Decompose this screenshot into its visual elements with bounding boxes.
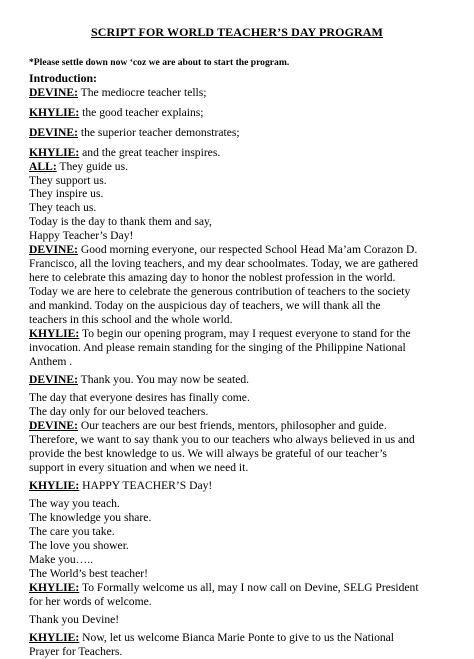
line-text: Anthem . bbox=[29, 355, 73, 368]
line-text: Happy Teacher’s Day! bbox=[29, 229, 134, 242]
script-line bbox=[29, 461, 459, 475]
document-title: SCRIPT FOR WORLD TEACHER’S DAY PROGRAM bbox=[91, 25, 383, 39]
script-line bbox=[29, 106, 459, 120]
line-text: They teach us. bbox=[29, 201, 97, 214]
line-text: The mediocre teacher tells; bbox=[77, 86, 207, 99]
line-text: the good teacher explains; bbox=[79, 106, 204, 119]
line-text: Our teachers are our best friends, mentors, philosopher and guide. bbox=[77, 419, 387, 432]
line-text: Thank you. You may now be seated. bbox=[77, 373, 250, 386]
line-text: The day only for our beloved teachers. bbox=[29, 405, 209, 418]
script-line bbox=[29, 86, 459, 100]
script-line bbox=[29, 391, 459, 405]
line-text: Good morning everyone, our respected School Head Ma’am Corazon D. bbox=[77, 243, 418, 256]
line-text: The love you shower. bbox=[29, 539, 129, 552]
line-text: The World’s best teacher! bbox=[29, 567, 148, 580]
speaker-label: ALL: bbox=[29, 160, 57, 173]
line-text: HAPPY TEACHER’S Day! bbox=[79, 479, 213, 492]
line-text: invocation. And please remain standing for the singing of the Philippine National bbox=[29, 341, 406, 354]
speaker-label: KHYLIE: bbox=[29, 631, 80, 644]
line-text: To Formally welcome us all, may I now call on Devine, SELG President bbox=[79, 581, 419, 594]
script-line bbox=[29, 327, 459, 341]
script-line bbox=[29, 447, 459, 461]
script-line bbox=[29, 595, 459, 609]
script-line bbox=[29, 201, 459, 215]
script-line bbox=[29, 405, 459, 419]
script-line bbox=[29, 174, 459, 188]
line-text: Today is the day to thank them and say, bbox=[29, 215, 212, 228]
line-text: They support us. bbox=[29, 174, 107, 187]
script-line bbox=[29, 373, 459, 387]
line-text: Now, let us welcome Bianca Marie Ponte to give to us the National bbox=[79, 631, 395, 644]
script-line bbox=[29, 257, 459, 271]
line-text: here to celebrate this amazing day to honor the noblest profession in the world. bbox=[29, 271, 396, 284]
script-line bbox=[29, 581, 459, 595]
line-text: teachers in this school and the whole world. bbox=[29, 313, 233, 326]
script-line bbox=[29, 229, 459, 243]
speaker-label: KHYLIE: bbox=[29, 106, 80, 119]
line-text: Make you….. bbox=[29, 553, 94, 566]
line-text: Today we are here to celebrate the generous contribution of teachers to the society bbox=[29, 285, 411, 298]
script-line bbox=[29, 613, 459, 627]
line-text: To begin our opening program, may I request everyone to stand for the bbox=[79, 327, 411, 340]
line-text: The knowledge you share. bbox=[29, 511, 152, 524]
speaker-label: DEVINE: bbox=[29, 419, 78, 432]
script-line bbox=[29, 511, 459, 525]
line-text: and the great teacher inspires. bbox=[79, 146, 221, 159]
line-text: Therefore, we want to say thank you to our teachers who always believed in us and bbox=[29, 433, 415, 446]
script-line bbox=[29, 187, 459, 201]
line-text: Prayer for Teachers. bbox=[29, 645, 123, 658]
script-line bbox=[29, 299, 459, 313]
script-line bbox=[29, 645, 459, 659]
script-line bbox=[29, 355, 459, 369]
script-line bbox=[29, 525, 459, 539]
script-line bbox=[29, 160, 459, 174]
line-text: The care you take. bbox=[29, 525, 115, 538]
speaker-label: KHYLIE: bbox=[29, 581, 80, 594]
introduction-heading: Introduction: bbox=[29, 71, 97, 85]
line-text: They guide us. bbox=[56, 160, 128, 173]
speaker-label: DEVINE: bbox=[29, 243, 78, 256]
speaker-label: KHYLIE: bbox=[29, 327, 80, 340]
line-text: They inspire us. bbox=[29, 187, 104, 200]
script-line bbox=[29, 313, 459, 327]
script-line bbox=[29, 341, 459, 355]
script-line bbox=[29, 146, 459, 160]
line-text: the superior teacher demonstrates; bbox=[77, 126, 240, 139]
script-line bbox=[29, 419, 459, 433]
script-line bbox=[29, 567, 459, 581]
line-text: for her words of welcome. bbox=[29, 595, 152, 608]
script-line bbox=[29, 497, 459, 511]
script-line bbox=[29, 285, 459, 299]
line-text: support in every situation and when we need it. bbox=[29, 461, 249, 474]
line-text: provide the best knowledge to us. We will always be grateful of our teacher’s bbox=[29, 447, 387, 460]
line-text: Thank you Devine! bbox=[29, 613, 120, 626]
script-line bbox=[29, 539, 459, 553]
line-text: The way you teach. bbox=[29, 497, 120, 510]
script-line bbox=[29, 479, 459, 493]
line-text: Francisco, all the loving teachers, and my dear schoolmates. Today, we are gathered bbox=[29, 257, 419, 270]
script-line bbox=[29, 433, 459, 447]
speaker-label: KHYLIE: bbox=[29, 479, 80, 492]
settle-note: *Please settle down now ‘coz we are about to start the program. bbox=[29, 57, 290, 68]
script-line bbox=[29, 631, 459, 645]
script-line bbox=[29, 215, 459, 229]
speaker-label: KHYLIE: bbox=[29, 146, 80, 159]
script-line bbox=[29, 553, 459, 567]
line-text: and mankind. Today on the auspicious day of teachers, we will thank all the bbox=[29, 299, 381, 312]
speaker-label: DEVINE: bbox=[29, 373, 78, 386]
script-line bbox=[29, 271, 459, 285]
script-line bbox=[29, 243, 459, 257]
speaker-label: DEVINE: bbox=[29, 86, 78, 99]
script-line bbox=[29, 126, 459, 140]
speaker-label: DEVINE: bbox=[29, 126, 78, 139]
line-text: The day that everyone desires has finally come. bbox=[29, 391, 250, 404]
